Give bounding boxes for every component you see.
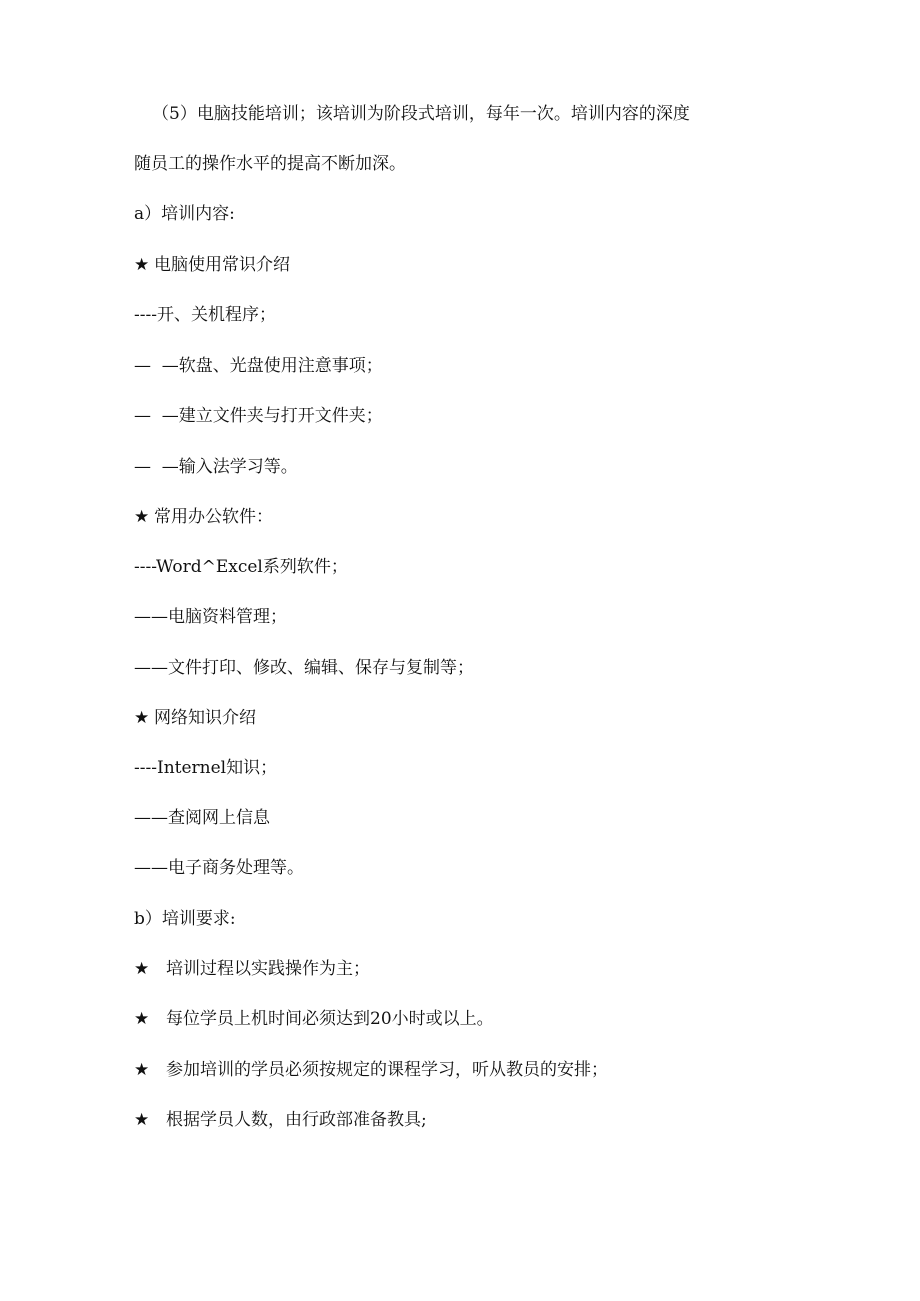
sub-item: ——文件打印、修改、编辑、保存与复制等； [134,658,474,678]
star-icon: ★ [134,507,150,527]
paragraph-heading-5: （5）电脑技能培训；该培训为阶段式培训，每年一次。培训内容的深度 [152,104,690,124]
star-icon: ★ [134,1110,150,1130]
section-b-heading: b）培训要求: [134,909,236,929]
bullet-item: ★ 电脑使用常识介绍 [134,255,290,275]
section-a-heading: a）培训内容: [134,204,235,224]
requirement-item: ★ 每位学员上机时间必须达到20小时或以上。 [134,1009,494,1029]
bullet-item: ★ 常用办公软件： [134,507,273,527]
sub-item: ----Internel知识； [134,758,278,778]
sub-item: — —软盘、光盘使用注意事项； [134,356,383,376]
star-icon: ★ [134,959,150,979]
sub-item: — —建立文件夹与打开文件夹； [134,406,383,426]
star-icon: ★ [134,1060,150,1080]
star-icon: ★ [134,255,150,275]
requirement-item: ★ 参加培训的学员必须按规定的课程学习，听从教员的安排； [134,1060,608,1080]
star-icon: ★ [134,1009,150,1029]
bullet-item: ★ 网络知识介绍 [134,708,256,728]
requirement-item: ★ 培训过程以实践操作为主； [134,959,370,979]
sub-item: ----开、关机程序； [134,305,276,325]
sub-item: ----Word^Excel系列软件； [134,557,348,577]
sub-item: ——查阅网上信息 [134,808,270,828]
sub-item: ——电子商务处理等。 [134,858,304,878]
sub-item: ——电脑资料管理； [134,607,287,627]
sub-item: — —输入法学习等。 [134,457,298,477]
requirement-item: ★ 根据学员人数，由行政部准备教具; [134,1110,427,1130]
paragraph-text: 随员工的操作水平的提高不断加深。 [134,154,406,174]
star-icon: ★ [134,708,150,728]
